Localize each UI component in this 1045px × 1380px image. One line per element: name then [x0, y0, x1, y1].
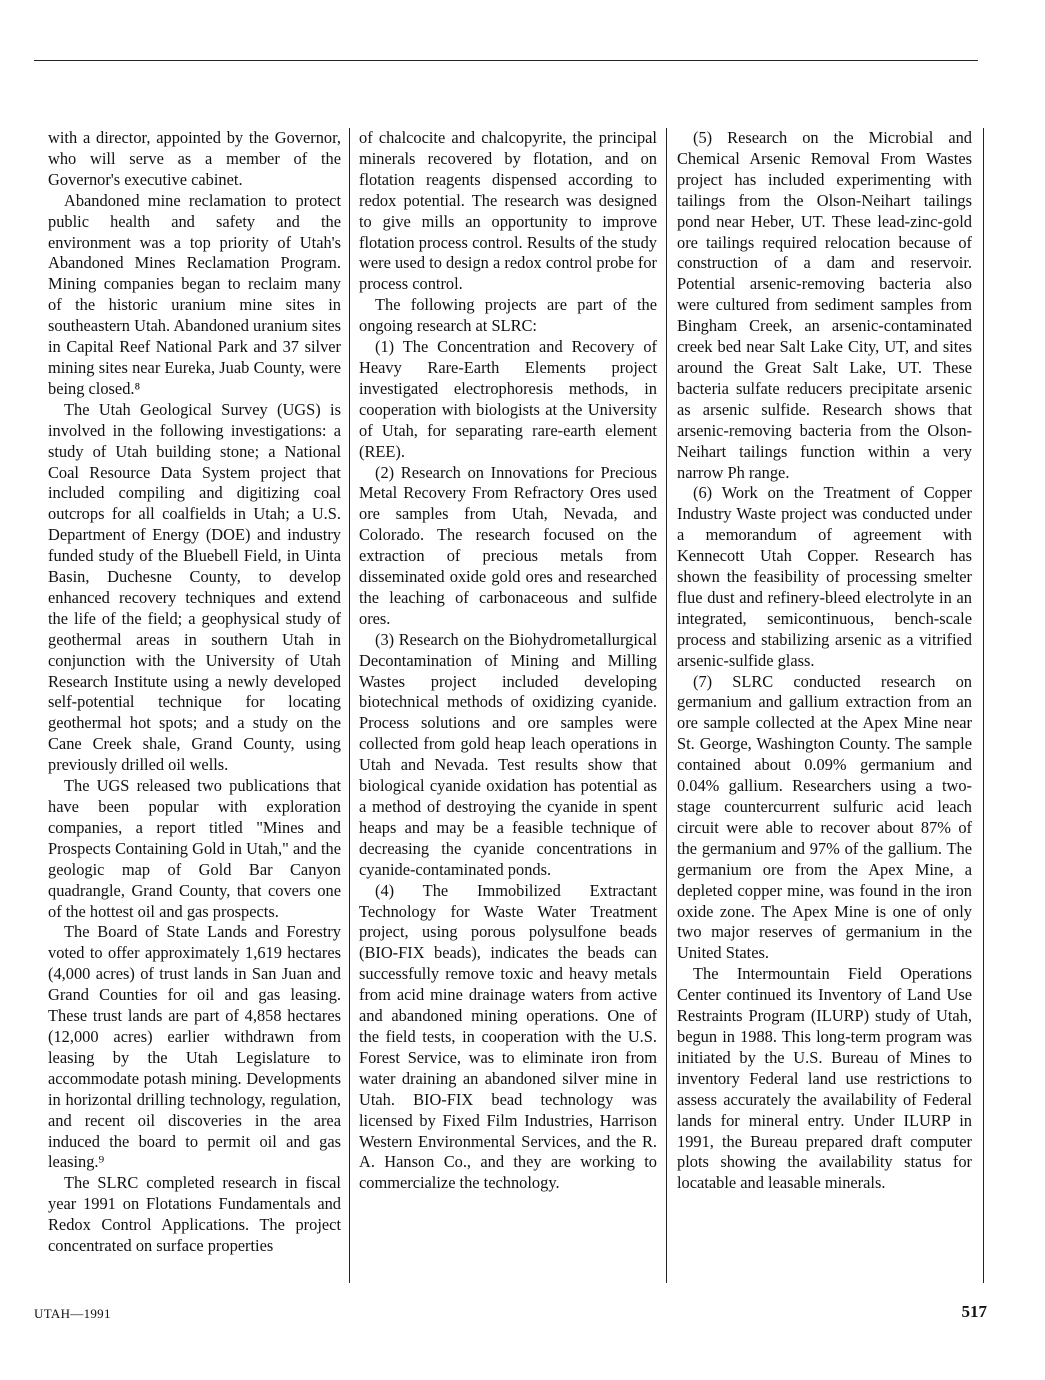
text-column-3 [677, 128, 972, 1284]
paragraph: (2) Research on Innovations for Precious Metal Recovery From Refractory Ores used ore samples from Utah, Nevada, and Colorado. The research focused on the extraction of precious metals from disseminated oxide gold ores and researched the leaching of carbonaceous and sulfide ores. [359, 462, 657, 628]
paragraph: The Utah Geological Survey (UGS) is involved in the following investigations: a study of Utah building stone; a National Coal Resource Data System project that included compiling and digitizing coal outcrops for all coalfields in Utah; a U.S. Department of Energy (DOE) and industry funded study of the Bluebell Field, in Uinta Basin, Duchesne County, to develop enhanced recovery techniques and extend the life of the field; a geophysical study of geothermal areas in southern Utah in conjunction with the University of Utah Research Institute using a newly developed self-potential technique for locating geothermal hot spots; and a study on the Cane Creek shale, Grand County, using previously drilled oil wells. [48, 399, 341, 775]
paragraph: The Intermountain Field Operations Center continued its Inventory of Land Use Restraints Program (ILURP) study of Utah, begun in 1988. This long-term program was initiated by the U.S. Bureau of Mines to inventory Federal land use restrictions to assess accurately the availability of Federal lands for mineral entry. Under ILURP in 1991, the Bureau prepared draft computer plots showing the availability status for locatable and leasable minerals. [677, 964, 972, 1193]
page-number: 517 [961, 1302, 987, 1321]
paragraph: The following projects are part of the ongoing research at SLRC: [359, 295, 657, 336]
paragraph: (7) SLRC conducted research on germanium and gallium extraction from an ore sample collected at the Apex Mine near St. George, Washington County. The sample contained about 0.09% germanium and 0.04% gallium. Researchers using a two-stage countercurrent sulfuric acid leach circuit were able to recover about 87% of the germanium and 97% of the gallium. The germanium ore from the Apex Mine, a depleted copper mine, was found in the iron oxide zone. The Apex Mine is one of only two major reserves of germanium in the United States. [677, 671, 972, 963]
paragraph: The UGS released two publications that have been popular with exploration companies, a report titled "Mines and Prospects Containing Gold in Utah," and the geologic map of Gold Bar Canyon quadrangle, Grand County, that covers one of the hottest oil and gas prospects. [48, 776, 341, 921]
column-divider-2 [666, 128, 667, 1283]
text-column-2 [359, 128, 657, 1284]
paragraph: (3) Research on the Biohydrometallurgical Decontamination of Mining and Milling Wastes project included developing biotechnical methods of oxidizing cyanide. Process solutions and ore samples were collected from gold heap leach operations in Utah and Nevada. Test results show that biological cyanide oxidation has potential as a method of destroying the cyanide in spent heaps and may be a feasible technique of decreasing the cyanide concentrations in cyanide-contaminated ponds. [359, 629, 657, 879]
text-column-1 [48, 128, 341, 1284]
column-divider-1 [349, 128, 350, 1283]
paragraph: of chalcocite and chalcopyrite, the principal minerals recovered by flotation, and on flotation reagents dispensed according to redox potential. The research was designed to give mills an opportunity to improve flotation process control. Results of the study were used to design a redox control probe for process control. [359, 128, 657, 294]
paragraph: The SLRC completed research in fiscal year 1991 on Flotations Fundamentals and Redox Control Applications. The project concentrated on surface properties [48, 1173, 341, 1256]
paragraph: (5) Research on the Microbial and Chemical Arsenic Removal From Wastes project has included experimenting with tailings from the Olson-Neihart tailings pond near Heber, UT. These lead-zinc-gold ore tailings required relocation because of construction of a dam and reservoir. Potential arsenic-removing bacteria also were cultured from sediment samples from Bingham Creek, an arsenic-contaminated creek bed near Salt Lake City, UT, and sites around the Great Salt Lake, UT. These bacteria sulfate reducers precipitate arsenic as arsenic sulfide. Research shows that arsenic-removing bacteria from the Olson-Neihart tailings function within a very narrow Ph range. [677, 128, 972, 482]
paragraph: (6) Work on the Treatment of Copper Industry Waste project was conducted under a memorandum of agreement with Kennecott Utah Copper. Research has shown the feasibility of processing smelter flue dust and refinery-bleed electrolyte in an integrated, semicontinuous, bench-scale process and stabilizing arsenic as a vitrified arsenic-sulfide glass. [677, 483, 972, 670]
column-divider-3 [983, 128, 984, 1283]
running-head: UTAH—1991 [34, 1306, 111, 1321]
paragraph: (1) The Concentration and Recovery of Heavy Rare-Earth Elements project investigated electrophoresis methods, in cooperation with biologists at the University of Utah, for separating rare-earth element (REE). [359, 337, 657, 461]
paragraph: (4) The Immobilized Extractant Technology for Waste Water Treatment project, using porous polysulfone beads (BIO-FIX beads), indicates the beads can successfully remove toxic and heavy metals from acid mine drainage waters from active and abandoned mining operations. One of the field tests, in cooperation with the U.S. Forest Service, was to eliminate iron from water draining an abandoned silver mine in Utah. BIO-FIX bead technology was licensed by Fixed Film Industries, Harrison Western Environmental Services, and the R. A. Hanson Co., and they are working to commercialize the technology. [359, 880, 657, 1193]
top-rule [34, 60, 978, 61]
paragraph: with a director, appointed by the Governor, who will serve as a member of the Governor's executive cabinet. [48, 128, 341, 189]
paragraph: Abandoned mine reclamation to protect public health and safety and the environment was a top priority of Utah's Abandoned Mines Reclamation Program. Mining companies began to reclaim many of the historic uranium mine sites in southeastern Utah. Abandoned uranium sites in Capital Reef National Park and 37 silver mining sites near Eureka, Juab County, were being closed.⁸ [48, 190, 341, 398]
paragraph: The Board of State Lands and Forestry voted to offer approximately 1,619 hectares (4,000 acres) of trust lands in San Juan and Grand Counties for oil and gas leasing. These trust lands are part of 4,858 hectares (12,000 acres) earlier withdrawn from leasing by the Utah Legislature to accommodate potash mining. Developments in horizontal drilling technology, regulation, and recent oil discoveries in the area induced the board to permit oil and gas leasing.⁹ [48, 922, 341, 1172]
